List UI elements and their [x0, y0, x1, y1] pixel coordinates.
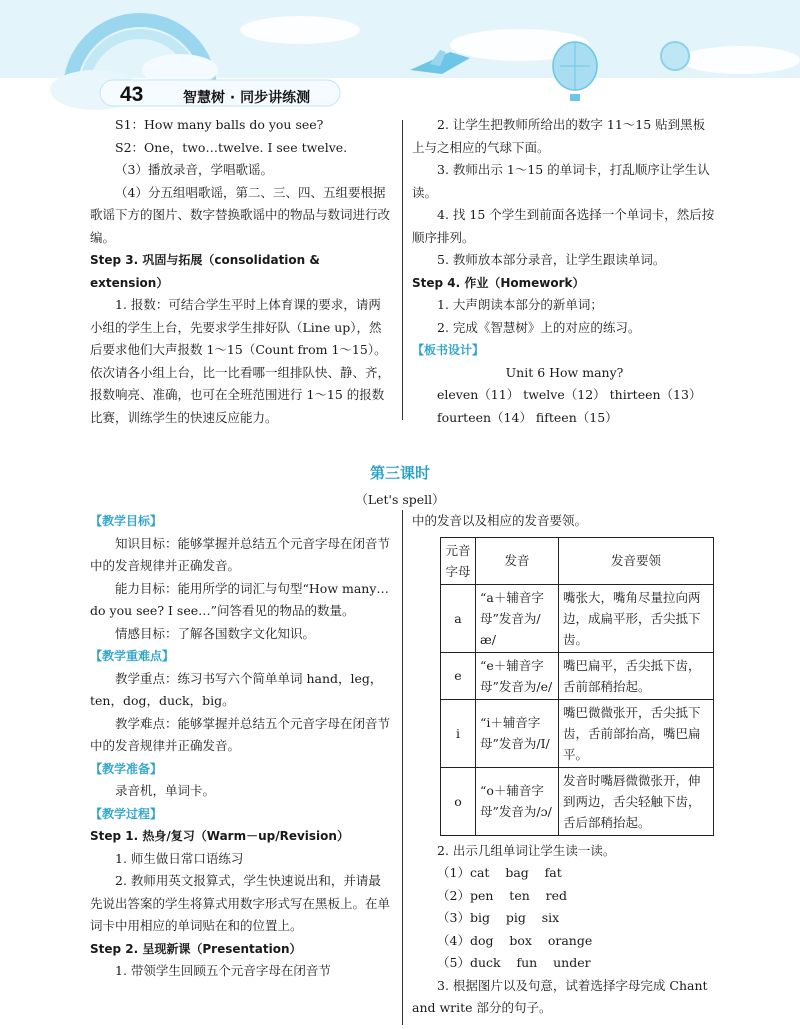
intro-text: 中的发音以及相应的发音要领。: [412, 513, 588, 528]
pronunciation-rule: “a＋辅音字母”发音为/æ/: [476, 584, 559, 652]
goal-item: 情感目标：了解各国数字文化知识。: [115, 625, 316, 641]
board-line: eleven（11） twelve（12） thirteen（13）: [437, 387, 702, 402]
pronunciation-tip: 嘴巴微微张开，舌尖抵下齿，舌前部抬高，嘴巴扁平。: [559, 699, 714, 767]
word-group: （3）big pig six: [437, 910, 560, 925]
goals-label: 【教学目标】: [90, 514, 163, 528]
pronunciation-rule: “o＋辅音字母”发音为/ɔ/: [476, 767, 559, 835]
pronunciation-rule: “e＋辅音字母”发音为/e/: [476, 652, 559, 699]
table-header-row: [441, 537, 714, 584]
key-point: 教学重点：练习书写六个简单单词 hand，leg，ten，dog，duck，big。: [90, 670, 383, 708]
step3-title: Step 3. 巩固与拓展（consolidation & extension）: [90, 253, 320, 290]
vowel-letter: o: [441, 767, 476, 835]
table-row: [441, 652, 714, 699]
vowel-letter: i: [441, 699, 476, 767]
vowel-letter: a: [441, 584, 476, 652]
word-group: （5）duck fun under: [437, 955, 591, 970]
dialogue-line: S2：One，two…twelve. I see twelve.: [115, 139, 348, 155]
pronunciation-rule: “i＋辅音字母”发音为/I/: [476, 699, 559, 767]
book-title: 智慧树 · 同步讲练测: [183, 90, 311, 106]
bottom-right-column: [412, 510, 717, 1020]
step4-title: Step 4. 作业（Homework）: [412, 275, 585, 290]
phonics-table: [440, 537, 714, 836]
prep-label: 【教学准备】: [90, 761, 163, 776]
prep-text: 录音机，单词卡。: [115, 783, 216, 798]
dialogue-line: S1：How many balls do you see?: [115, 117, 324, 132]
pronunciation-tip: 嘴巴扁平，舌尖抵下齿，舌前部稍抬起。: [559, 652, 714, 699]
vowel-letter: e: [441, 652, 476, 699]
step-item: 5. 教师放本部分录音，让学生跟读单词。: [437, 252, 666, 267]
top-left-column: [90, 114, 390, 429]
step1-item: 2. 教师用英文报算式，学生快速说出和，并请最先说出答案的学生将算式用数字形式写在黑板上。在单词卡中用相应的单词贴在和的位置上。: [90, 873, 391, 933]
column-divider: [402, 120, 403, 420]
step-item: （3）播放录音，学唱歌谣。: [115, 162, 273, 177]
goal-item: 能力目标：能用所学的词汇与句型“How many…do you see? I see…”问答看见的物品的数量。: [90, 580, 389, 618]
table-row: [441, 584, 714, 652]
table-header: 发音: [476, 537, 559, 584]
sun-icon: [661, 42, 689, 70]
page-number: 43: [120, 83, 144, 106]
step-item: 2. 让学生把教师所给出的数字 11～15 贴到黑板上与之相应的气球下面。: [412, 117, 706, 155]
process-label: 【教学过程】: [90, 806, 163, 821]
word-group: （4）dog box orange: [437, 932, 593, 948]
goal-item: 知识目标：能够掌握并总结五个元音字母在闭音节中的发音规律并正确发音。: [90, 535, 391, 573]
pronunciation-tip: 嘴张大，嘴角尽量拉向两边，成扁平形，舌尖抵下齿。: [559, 584, 714, 652]
key-point: 教学难点：能够掌握并总结五个元音字母在闭音节中的发音规律并正确发音。: [90, 715, 391, 753]
board-title: Unit 6 How many?: [505, 364, 624, 380]
board-line: fourteen（14） fifteen（15）: [437, 409, 618, 425]
homework-item: 2. 完成《智慧树》上的对应的练习。: [437, 319, 641, 335]
pronunciation-tip: 发音时嘴唇微微张开，伸到两边，舌尖轻触下齿，舌后部稍抬起。: [559, 767, 714, 835]
word-group: （2）pen ten red: [437, 887, 568, 903]
lesson-subtitle: （Let's spell）: [355, 492, 445, 507]
top-right-column: [412, 114, 717, 429]
table-header: 元音字母: [441, 537, 476, 584]
board-design-label: 【板书设计】: [412, 343, 485, 357]
step-item: 3. 根据图片以及句意，试着选择字母完成 Chant and write 部分的句子。: [412, 977, 708, 1015]
step2-title: Step 2. 呈现新课（Presentation）: [90, 941, 302, 956]
key-points-label: 【教学重难点】: [90, 649, 175, 663]
step3-text: 1. 报数：可结合学生平时上体育课的要求，请两小组的学生上台，先要求学生排好队（Line up），然后要求他们大声报数 1～15（Count from 1～15）。依次请各小组上台，比一比看哪一组排队快、静、齐，报数响亮、准确，也可在全班范围进行 1～15 的报数比赛，训练学生的快速反应能力。: [90, 297, 391, 425]
homework-item: 1. 大声朗读本部分的新单词；: [437, 297, 603, 312]
table-row: [441, 767, 714, 835]
step2-item: 1. 带领学生回顾五个元音字母在闭音节: [115, 963, 331, 978]
table-row: [441, 699, 714, 767]
lesson-title: 第三课时: [369, 464, 430, 482]
bottom-left-column: [90, 510, 390, 983]
word-group: （1）cat bag fat: [437, 865, 562, 880]
step1-item: 1. 师生做日常口语练习: [115, 850, 244, 866]
column-divider: [402, 510, 403, 1025]
table-header: 发音要领: [559, 537, 714, 584]
step1-title: Step 1. 热身/复习（Warm－up/Revision）: [90, 829, 349, 843]
step-item: 2. 出示几组单词让学生读一读。: [437, 842, 616, 858]
step-item: 4. 找 15 个学生到前面各选择一个单词卡，然后按顺序排列。: [412, 207, 715, 245]
step-item: （4）分五组唱歌谣，第二、三、四、五组要根据歌谣下方的图片、数字替换歌谣中的物品与数词进行改编。: [90, 184, 391, 245]
step-item: 3. 教师出示 1～15 的单词卡，打乱顺序让学生认读。: [412, 162, 710, 200]
